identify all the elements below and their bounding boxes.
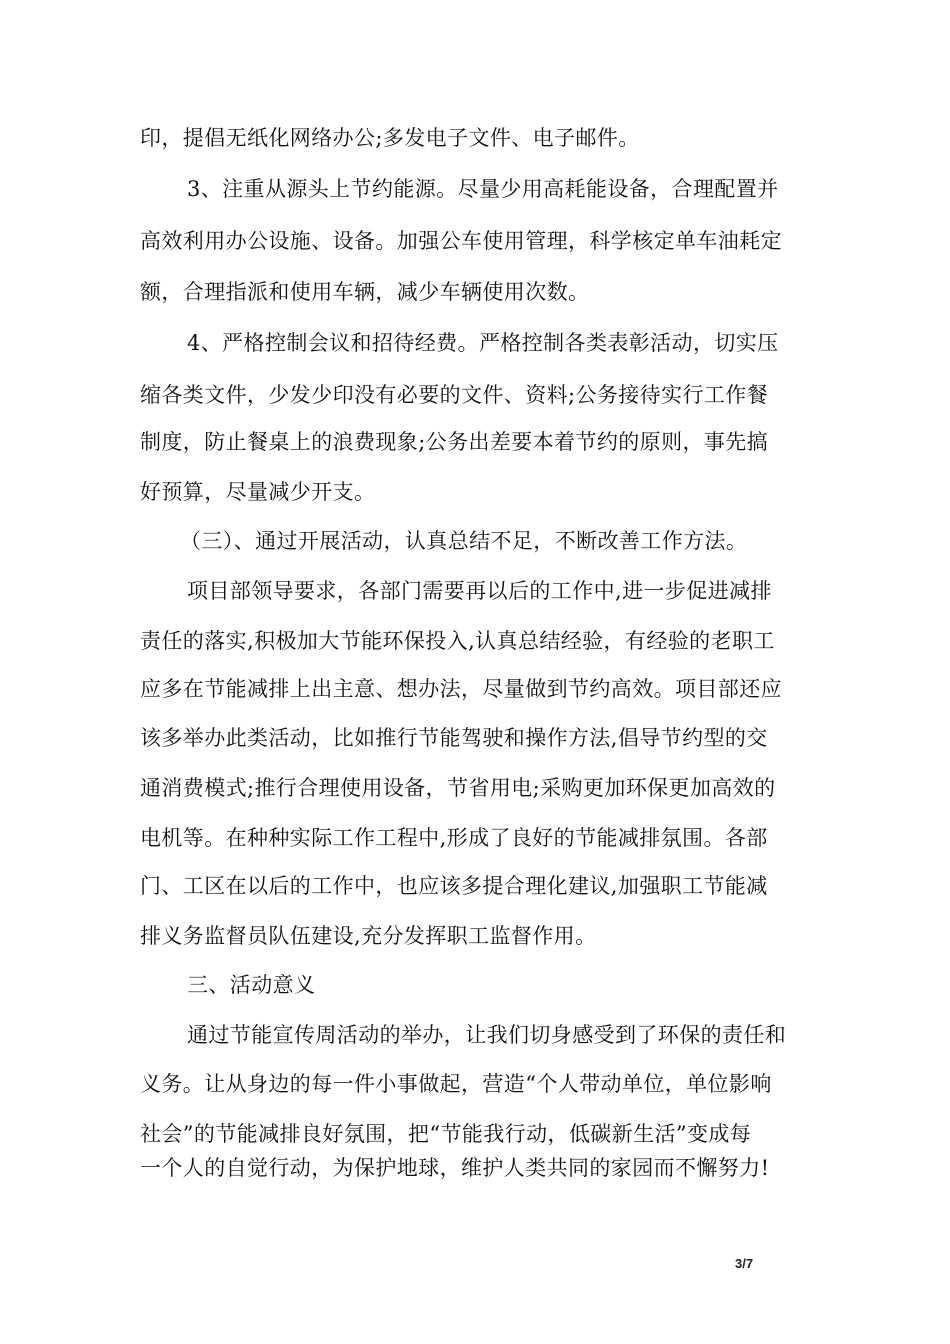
text-line: 责任的落实,积极加大节能环保投入,认真总结经验，有经验的老职工 [140, 629, 775, 653]
text-line: 通消费模式;推行合理使用设备，节省用电;采购更加环保更加高效的 [140, 776, 776, 800]
text-line: 社会”的节能减排良好氛围，把“节能我行动，低碳新生活”变成每 [140, 1122, 752, 1146]
text-line: 义务。让从身边的每一件小事做起，营造“个人带动单位，单位影响 [140, 1072, 772, 1096]
text-line: 制度，防止餐桌上的浪费现象;公务出差要本着节约的原则，事先搞 [140, 430, 769, 454]
text-line: 3、注重从源头上节约能源。尽量少用高耗能设备，合理配置并 [187, 177, 779, 201]
text-line: 通过节能宣传周活动的举办，让我们切身感受到了环保的责任和 [187, 1023, 787, 1047]
text-line: 好预算，尽量减少开支。 [140, 480, 376, 504]
text-line: 高效利用办公设施、设备。加强公车使用管理，科学核定单车油耗定 [140, 229, 782, 253]
section-heading: （三）、通过开展活动，认真总结不足，不断改善工作方法。 [180, 529, 748, 553]
text-line: 门、工区在以后的工作中，也应该多提合理化建议,加强职工节能减 [140, 874, 768, 898]
text-line: 额，合理指派和使用车辆，减少车辆使用次数。 [140, 280, 590, 304]
text-line: 4、严格控制会议和招待经费。严格控制各类表彰活动，切实压 [187, 331, 779, 355]
text-line: 排义务监督员队伍建设,充分发挥职工监督作用。 [140, 924, 597, 948]
text-line: 该多举办此类活动，比如推行节能驾驶和操作方法,倡导节约型的交 [140, 726, 768, 750]
text-line: 缩各类文件，少发少印没有必要的文件、资料;公务接待实行工作餐 [140, 383, 769, 407]
page-number: 3/7 [735, 1256, 754, 1271]
section-heading: 三、活动意义 [187, 973, 316, 997]
text-line: 一个人的自觉行动，为保护地球，维护人类共同的家园而不懈努力! [140, 1156, 770, 1180]
text-line: 项目部领导要求，各部门需要再以后的工作中,进一步促进减排 [187, 579, 772, 603]
text-line: 电机等。在种种实际工作工程中,形成了良好的节能减排氛围。各部 [140, 826, 768, 850]
text-line: 印，提倡无纸化网络办公;多发电子文件、电子邮件。 [140, 126, 640, 150]
text-line: 应多在节能减排上出主意、想办法，尽量做到节约高效。项目部还应 [140, 677, 782, 701]
